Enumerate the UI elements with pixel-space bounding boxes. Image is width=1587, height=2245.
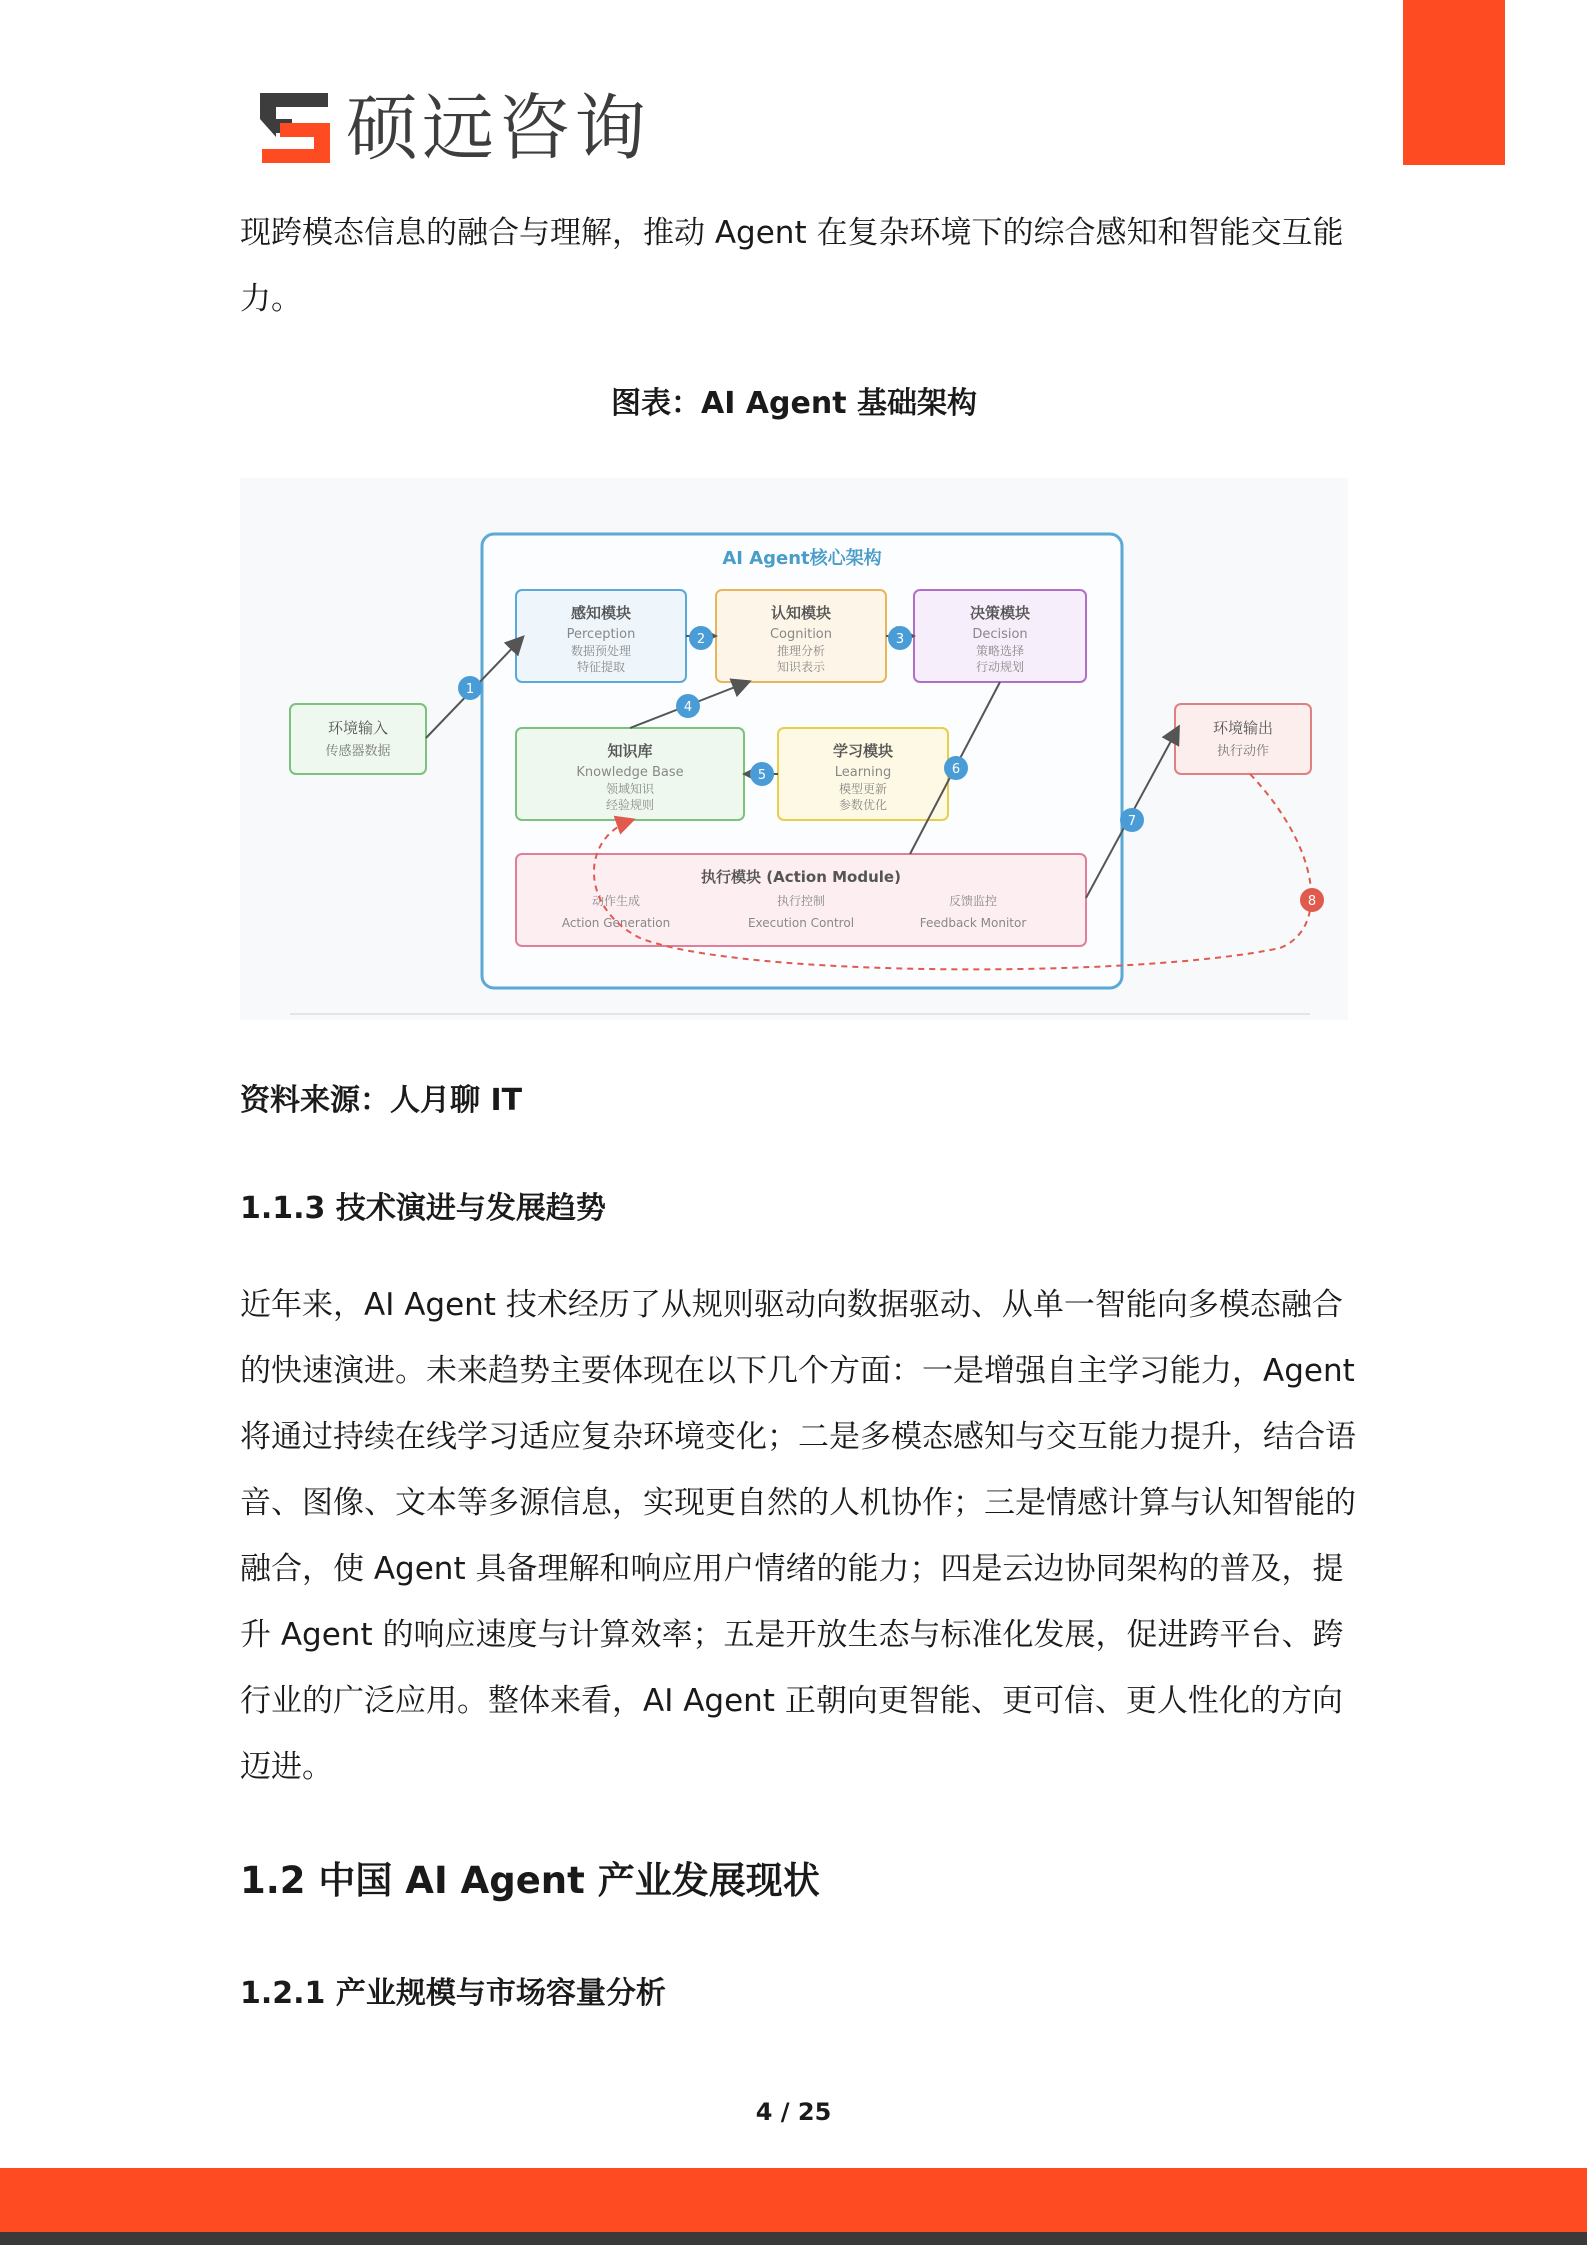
env-input-sub: 传感器数据: [325, 744, 391, 759]
step-label-5: 5: [757, 768, 767, 783]
decision-title: 决策模块: [969, 604, 1031, 622]
decision-line2: 行动规划: [975, 660, 1025, 674]
section-1-1-3-body: 近年来，AI Agent 技术经历了从规则驱动向数据驱动、从单一智能向多模态融合的快速演进。未来趋势主要体现在以下几个方面：一是增强自主学习能力，Agent 将通过持续在线学习适应复杂环境变化；二是多模态感知与交互能力提升，结合语音、图像、文本等多源信息，实现更自然的人机协作；三是情感计算与认知智能的融合，使 Agent 具备理解和响应用户情绪的能力；四是云边协同架构的普及，提升 Agent 的响应速度与计算效率；五是开放生态与标准化发展，促进跨平台、跨行业的广泛应用。整体来看，AI Agent 正朝向更智能、更可信、更人性化的方向迈进。: [240, 1287, 1356, 1785]
perception-line1: 数据预处理: [570, 644, 632, 658]
heading-1-2-1: 1.2.1 产业规模与市场容量分析: [240, 1976, 666, 2011]
footer-accent-bar: [0, 2168, 1587, 2232]
figure-source: 资料来源：人月聊 IT: [240, 1083, 523, 1118]
env-output-box: [1175, 704, 1311, 774]
decision-en: Decision: [972, 627, 1028, 642]
learning-title: 学习模块: [832, 742, 894, 760]
action-col3-en: Feedback Monitor: [919, 916, 1027, 930]
env-input-box: [290, 704, 426, 774]
env-output-sub: 执行动作: [1216, 744, 1270, 759]
action-col2-en: Execution Control: [747, 916, 855, 930]
architecture-diagram-svg: [240, 478, 1348, 1020]
action-col2: 执行控制: [776, 894, 826, 908]
step-label-1: 1: [465, 682, 475, 697]
learning-line2: 参数优化: [838, 798, 888, 812]
footer-dark-strip: [0, 2232, 1587, 2245]
knowledge-title: 知识库: [607, 742, 653, 760]
learning-line1: 模型更新: [838, 782, 888, 796]
step-label-7: 7: [1127, 814, 1137, 829]
knowledge-line2: 经验规则: [605, 798, 655, 812]
env-output-title: 环境输出: [1212, 719, 1274, 737]
learning-en: Learning: [834, 765, 892, 780]
cognition-line2: 知识表示: [776, 660, 826, 674]
step-label-4: 4: [683, 700, 693, 715]
decision-line1: 策略选择: [975, 644, 1025, 658]
action-col1-en: Action Generation: [561, 916, 671, 930]
figure-title: 图表：AI Agent 基础架构: [610, 386, 977, 421]
cognition-title: 认知模块: [770, 604, 832, 622]
heading-1-1-3: 1.1.3 技术演进与发展趋势: [240, 1191, 606, 1226]
intro-paragraph: 现跨模态信息的融合与理解，推动 Agent 在复杂环境下的综合感知和智能交互能力。: [240, 215, 1344, 317]
knowledge-en: Knowledge Base: [576, 765, 684, 780]
heading-1-2: 1.2 中国 AI Agent 产业发展现状: [240, 1859, 820, 1902]
architecture-diagram: [240, 478, 1348, 1020]
company-logo: [258, 88, 650, 168]
cognition-en: Cognition: [769, 627, 833, 642]
step-label-8: 8: [1307, 894, 1317, 909]
action-col3: 反馈监控: [948, 894, 998, 908]
knowledge-line1: 领域知识: [605, 782, 655, 796]
step-label-6: 6: [951, 762, 961, 777]
brand-s-logo-icon: [258, 91, 332, 165]
page-number: 4 / 25: [755, 2098, 832, 2126]
cognition-line1: 推理分析: [776, 644, 826, 658]
step-label-3: 3: [895, 632, 905, 647]
action-title: 执行模块 (Action Module): [701, 868, 901, 886]
action-col1: 动作生成: [591, 894, 641, 908]
step-label-2: 2: [696, 632, 706, 647]
core-frame-title: AI Agent核心架构: [722, 548, 882, 569]
perception-line2: 特征提取: [576, 660, 626, 674]
perception-title: 感知模块: [570, 604, 632, 622]
perception-en: Perception: [566, 627, 636, 642]
env-input-title: 环境输入: [327, 719, 389, 737]
company-name: 硕远咨询: [346, 86, 651, 170]
corner-accent-tab: [1403, 0, 1505, 165]
